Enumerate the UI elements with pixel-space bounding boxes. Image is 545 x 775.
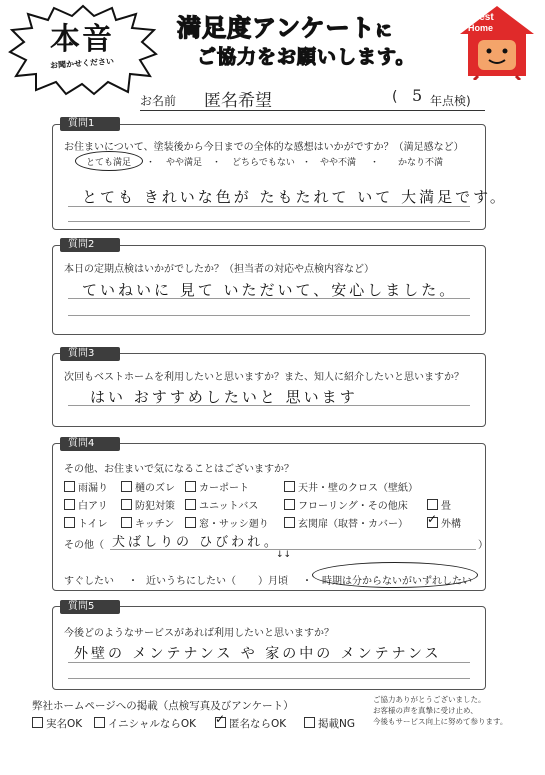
checkbox[interactable]: [94, 717, 105, 728]
checkbox[interactable]: [121, 481, 132, 492]
other-label: その他（: [64, 540, 104, 551]
other-close: ）: [478, 540, 488, 551]
checkbox[interactable]: [64, 481, 75, 492]
question-4-text: その他、お住まいで気になることはございますか？: [64, 464, 294, 475]
check-toilet[interactable]: トイレ: [64, 515, 108, 530]
option-very-satisfied[interactable]: とても満足: [86, 158, 132, 168]
answer-line: [68, 206, 470, 207]
checkbox[interactable]: [284, 499, 295, 510]
answer-line: [68, 221, 470, 222]
badge-main-text: 本音: [50, 22, 114, 57]
timing-undecided[interactable]: 時期は分からないがいずれしたい: [322, 576, 472, 587]
consent-anonymous[interactable]: ✓ 匿名ならOK: [215, 716, 286, 731]
thanks-note-2: お客様の声を真摯に受け止め、: [373, 706, 478, 715]
year-label: 年点検): [430, 94, 471, 108]
check-rain-leak[interactable]: 雨漏り: [64, 479, 108, 494]
question-3-answer[interactable]: はい おすすめしたいと 思います: [90, 388, 358, 406]
checkbox[interactable]: [32, 717, 43, 728]
check-tatami[interactable]: 畳: [427, 497, 451, 512]
checkbox[interactable]: [121, 517, 132, 528]
checkbox-checked[interactable]: [427, 517, 438, 528]
question-2-text: 本日の定期点検はいかがでしたか？（担当者の対応や点検内容など）: [64, 264, 374, 275]
check-unit-bath[interactable]: ユニットバス: [185, 497, 258, 512]
checkbox[interactable]: [284, 481, 295, 492]
name-label: お名前: [140, 94, 177, 108]
question-5-tab: 質問5: [60, 600, 120, 614]
option-very-dissatisfied[interactable]: かなり不満: [398, 158, 444, 168]
question-1-text: お住まいについて、塗装後から今日までの全体的な感想はいかがですか？（満足感など）: [64, 142, 464, 153]
question-5-answer[interactable]: 外壁の メンテナンス や 家の中の メンテナンス: [74, 646, 442, 662]
survey-subtitle: ご協力をお願いします。: [197, 46, 416, 68]
check-gutter[interactable]: 樋のズレ: [121, 479, 175, 494]
check-exterior[interactable]: ✓外構: [427, 515, 461, 530]
check-window-sash[interactable]: 窓・サッシ廻り: [185, 515, 269, 530]
question-4-tab: 質問4: [60, 437, 120, 451]
house-mascot-icon: [458, 4, 536, 80]
checkbox[interactable]: [185, 517, 196, 528]
checkbox[interactable]: [185, 499, 196, 510]
consent-initials[interactable]: イニシャルならOK: [94, 716, 196, 731]
survey-title-main: 満足度アンケート: [177, 14, 376, 42]
check-entrance-door[interactable]: 玄関扉（取替・カバー）: [284, 515, 408, 530]
thanks-note-1: ご協力ありがとうございました。: [373, 695, 486, 704]
logo-text-best: Best: [472, 12, 494, 23]
checkbox[interactable]: [427, 499, 438, 510]
badge-sub-text: お聞かせください: [49, 56, 115, 71]
checkbox[interactable]: [304, 717, 315, 728]
checkbox[interactable]: [185, 481, 196, 492]
question-3-text: 次回もベストホームを利用したいと思いますか？また、知人に紹介したいと思いますか？: [64, 372, 464, 383]
other-answer[interactable]: 犬ばしりの ひびわれ。: [112, 535, 280, 550]
option-neutral[interactable]: どちらでもない: [232, 158, 295, 168]
checkbox-checked[interactable]: [215, 717, 226, 728]
check-flooring[interactable]: フローリング・その他床: [284, 497, 408, 512]
timing-arrows: ↓↓: [276, 550, 292, 560]
check-carport[interactable]: カーポート: [185, 479, 249, 494]
timing-now[interactable]: すぐしたい: [64, 576, 114, 587]
check-ceiling-wall-cloth[interactable]: 天井・壁のクロス（壁紙）: [284, 479, 418, 494]
answer-line: [68, 298, 470, 299]
checkbox[interactable]: [64, 499, 75, 510]
name-value[interactable]: 匿名希望: [204, 91, 272, 111]
publish-consent-heading: 弊社ホームページへの掲載（点検写真及びアンケート）: [32, 700, 294, 712]
checkbox[interactable]: [284, 517, 295, 528]
question-3-tab: 質問3: [60, 347, 120, 361]
check-termites[interactable]: 白アリ: [64, 497, 108, 512]
question-2-answer[interactable]: ていねいに 見て いただいて、安心しました。: [82, 281, 458, 299]
logo-text-home: Home: [468, 23, 494, 33]
timing-soon[interactable]: 近いうちにしたい（: [146, 576, 236, 587]
survey-title: [177, 8, 393, 43]
question-5-text: 今後どのようなサービスがあれば利用したいと思いますか？: [64, 628, 334, 639]
question-2-tab: 質問2: [60, 238, 120, 252]
answer-line: [68, 405, 470, 406]
answer-line: [68, 315, 470, 316]
year-value[interactable]: 5: [412, 86, 423, 105]
consent-real-name[interactable]: 実名OK: [32, 716, 82, 731]
check-kitchen[interactable]: キッチン: [121, 515, 174, 530]
timing-month: ）月頃: [258, 576, 288, 587]
name-row: [140, 86, 485, 111]
year-open-paren: (: [392, 89, 398, 105]
option-somewhat-satisfied[interactable]: やや満足: [166, 158, 203, 168]
checkbox[interactable]: [121, 499, 132, 510]
answer-line: [68, 678, 470, 679]
other-line: [110, 549, 476, 550]
question-1-answer[interactable]: とても きれいな色が たもたれて いて 大満足です。: [82, 188, 508, 206]
survey-title-suffix: に: [375, 21, 393, 40]
consent-no-publish[interactable]: 掲載NG: [304, 716, 355, 731]
best-home-logo: [458, 4, 536, 80]
answer-line: [68, 662, 470, 663]
option-somewhat-dissatisfied[interactable]: やや不満: [320, 158, 357, 168]
check-security[interactable]: 防犯対策: [121, 497, 175, 512]
thanks-note-3: 今後もサービス向上に努めて参ります。: [373, 717, 508, 726]
question-1-tab: 質問1: [60, 117, 120, 131]
checkbox[interactable]: [64, 517, 75, 528]
